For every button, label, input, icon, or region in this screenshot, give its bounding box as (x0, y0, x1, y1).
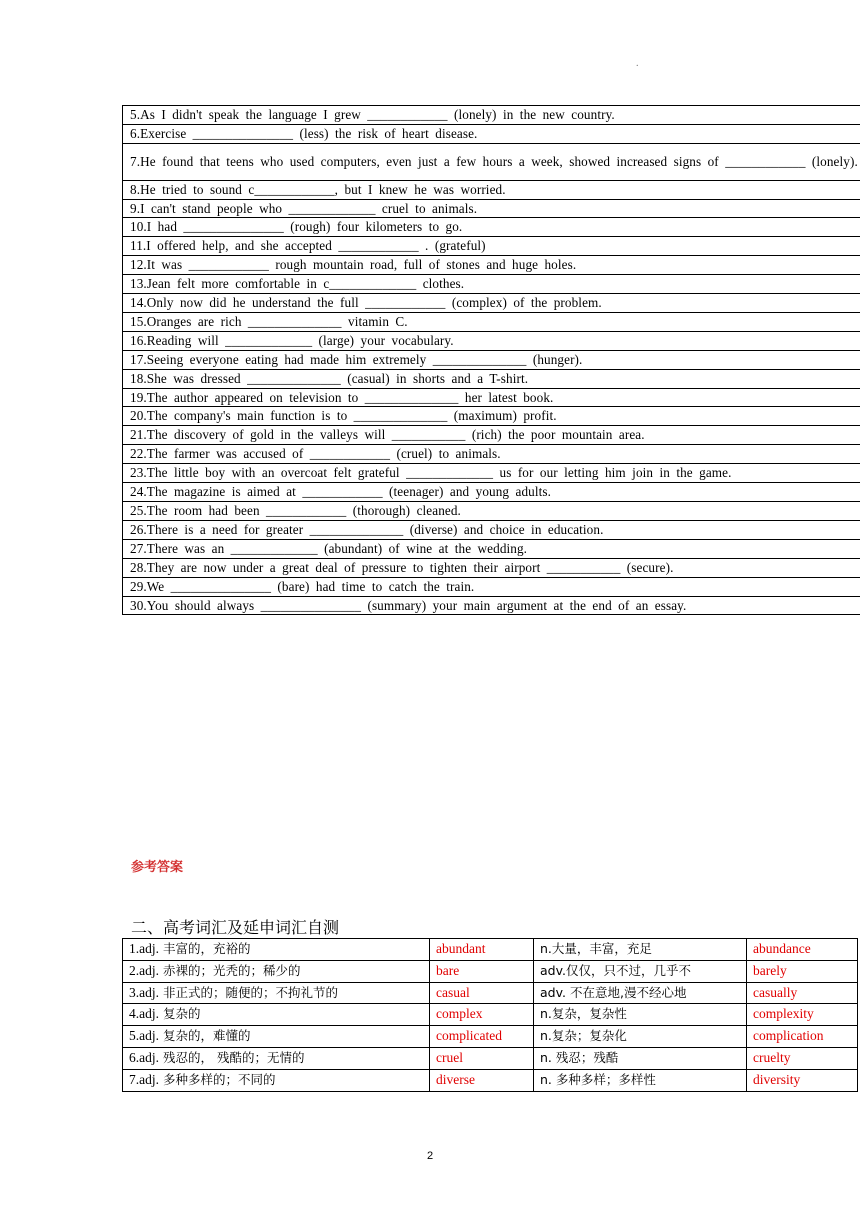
table-row (123, 1047, 858, 1069)
vocab-derived-meaning: n. 残忍；残酷 (534, 1047, 747, 1069)
vocab-word: abundant (430, 939, 534, 961)
table-row (123, 1026, 858, 1048)
vocab-word: bare (430, 960, 534, 982)
vocab-derived-word: cruelty (747, 1047, 858, 1069)
vocab-derived-word: barely (747, 960, 858, 982)
vocab-word: complex (430, 1004, 534, 1026)
table-row (123, 577, 860, 596)
vocab-word: complicated (430, 1026, 534, 1048)
table-row (123, 312, 860, 331)
exercise-item: 21.The discovery of gold in the valleys will ___________ (rich) the poor mountain area. (123, 426, 860, 445)
vocab-word: diverse (430, 1069, 534, 1091)
table-row (123, 939, 858, 961)
table-row (123, 596, 860, 615)
vocab-derived-meaning: n.复杂；复杂化 (534, 1026, 747, 1048)
exercise-item: 7.He found that teens who used computers, even just a few hours a week, showed increased signs of ____________ (lonely). (123, 143, 860, 180)
vocab-table (122, 938, 858, 1092)
vocab-derived-word: casually (747, 982, 858, 1004)
exercise-item: 10.I had _______________ (rough) four kilometers to go. (123, 218, 860, 237)
exercise-item: 11.I offered help, and she accepted ____________ . (grateful) (123, 237, 860, 256)
exercise-item: 12.It was ____________ rough mountain road, full of stones and huge holes. (123, 256, 860, 275)
vocab-derived-meaning: n.复杂，复杂性 (534, 1004, 747, 1026)
table-row (123, 464, 860, 483)
exercise-item: 14.Only now did he understand the full ____________ (complex) of the problem. (123, 294, 860, 313)
vocab-meaning-cell: 6.adj. 残忍的， 残酷的；无情的 (123, 1047, 430, 1069)
table-row (123, 124, 860, 143)
exercise-item: 19.The author appeared on television to ______________ her latest book. (123, 388, 860, 407)
table-row (123, 558, 860, 577)
exercise-item: 23.The little boy with an overcoat felt grateful _____________ us for our letting him join in the game. (123, 464, 860, 483)
table-row (123, 180, 860, 199)
vocab-meaning-cell: 2.adj. 赤裸的；光秃的；稀少的 (123, 960, 430, 982)
vocab-derived-meaning: n.大量，丰富，充足 (534, 939, 747, 961)
exercise-item: 15.Oranges are rich ______________ vitamin C. (123, 312, 860, 331)
table-row (123, 445, 860, 464)
exercise-item: 29.We _______________ (bare) had time to catch the train. (123, 577, 860, 596)
exercise-item: 18.She was dressed ______________ (casual) in shorts and a T-shirt. (123, 369, 860, 388)
vocab-derived-meaning: adv.仅仅，只不过，几乎不 (534, 960, 747, 982)
table-row (123, 275, 860, 294)
table-row (123, 331, 860, 350)
table-row (123, 539, 860, 558)
table-row (123, 294, 860, 313)
exercise-item: 5.As I didn't speak the language I grew ____________ (lonely) in the new country. (123, 106, 860, 125)
vocab-derived-meaning: n. 多种多样；多样性 (534, 1069, 747, 1091)
exercise-item: 25.The room had been ____________ (thorough) cleaned. (123, 502, 860, 521)
table-row (123, 388, 860, 407)
exercise-item: 22.The farmer was accused of ____________ (cruel) to animals. (123, 445, 860, 464)
table-row (123, 350, 860, 369)
table-row (123, 426, 860, 445)
table-row (123, 199, 860, 218)
vocab-derived-word: diversity (747, 1069, 858, 1091)
exercise-item: 30.You should always _______________ (summary) your main argument at the end of an essay. (123, 596, 860, 615)
table-row (123, 407, 860, 426)
vocab-derived-meaning: adv. 不在意地,漫不经心地 (534, 982, 747, 1004)
table-row (123, 1004, 858, 1026)
exercise-item: 8.He tried to sound c____________, but I knew he was worried. (123, 180, 860, 199)
exercise-item: 26.There is a need for greater ______________ (diverse) and choice in education. (123, 520, 860, 539)
exercise-item: 28.They are now under a great deal of pressure to tighten their airport ___________ (secure). (123, 558, 860, 577)
vocab-meaning-cell: 5.adj. 复杂的，难懂的 (123, 1026, 430, 1048)
table-row (123, 520, 860, 539)
table-row (123, 218, 860, 237)
exercise-item: 13.Jean felt more comfortable in c_____________ clothes. (123, 275, 860, 294)
vocab-meaning-cell: 1.adj. 丰富的，充裕的 (123, 939, 430, 961)
table-row (123, 143, 860, 180)
vocab-derived-word: complexity (747, 1004, 858, 1026)
exercise-item: 17.Seeing everyone eating had made him extremely ______________ (hunger). (123, 350, 860, 369)
vocab-derived-word: complication (747, 1026, 858, 1048)
exercise-item: 20.The company's main function is to ______________ (maximum) profit. (123, 407, 860, 426)
vocab-meaning-cell: 7.adj. 多种多样的；不同的 (123, 1069, 430, 1091)
exercise-item: 27.There was an _____________ (abundant) of wine at the wedding. (123, 539, 860, 558)
answer-key-title: 参考答案 (131, 860, 184, 875)
exercise-table (122, 105, 860, 615)
table-row (123, 1069, 858, 1091)
table-row (123, 502, 860, 521)
vocab-meaning-cell: 4.adj. 复杂的 (123, 1004, 430, 1026)
header-mark: . (636, 58, 639, 69)
table-row (123, 982, 858, 1004)
exercise-item: 6.Exercise _______________ (less) the risk of heart disease. (123, 124, 860, 143)
page-number: 2 (426, 1150, 434, 1162)
vocab-meaning-cell: 3.adj. 非正式的；随便的；不拘礼节的 (123, 982, 430, 1004)
table-row (123, 256, 860, 275)
table-row (123, 237, 860, 256)
vocab-word: casual (430, 982, 534, 1004)
exercise-item: 9.I can't stand people who _____________ cruel to animals. (123, 199, 860, 218)
exercise-item: 16.Reading will _____________ (large) your vocabulary. (123, 331, 860, 350)
exercise-item: 24.The magazine is aimed at ____________ (teenager) and young adults. (123, 483, 860, 502)
table-row (123, 483, 860, 502)
vocab-word: cruel (430, 1047, 534, 1069)
table-row (123, 369, 860, 388)
section-title: 二、高考词汇及延申词汇自测 (131, 918, 340, 937)
table-row (123, 960, 858, 982)
table-row (123, 106, 860, 125)
vocab-derived-word: abundance (747, 939, 858, 961)
